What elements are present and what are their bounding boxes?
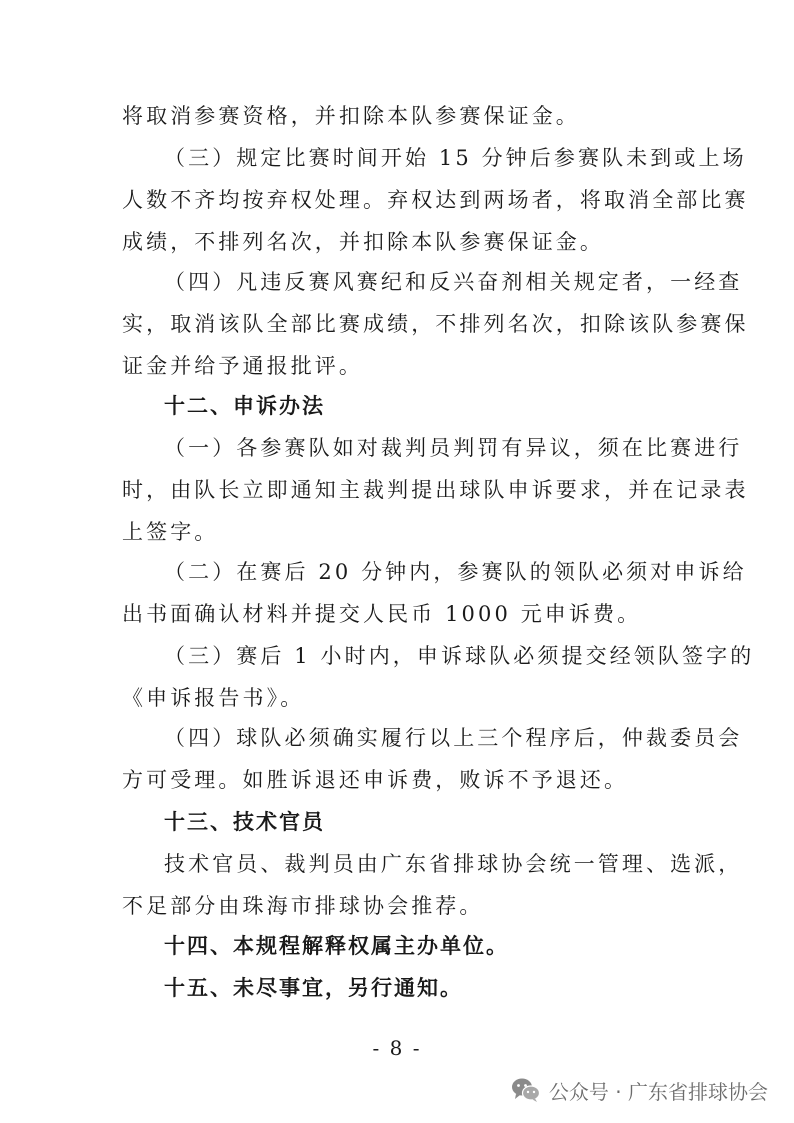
watermark-text: 公众号 · 广东省排球协会	[548, 1079, 768, 1104]
paragraph-line: （四）球队必须确实履行以上三个程序后，仲裁委员会	[164, 726, 743, 750]
section-heading: 十四、本规程解释权属主办单位。	[164, 934, 509, 958]
paragraph-line: 将取消参赛资格，并扣除本队参赛保证金。	[122, 104, 580, 128]
paragraph-line: 成绩，不排列名次，并扣除本队参赛保证金。	[122, 230, 604, 254]
paragraph-line: 方可受理。如胜诉退还申诉费，败诉不予退还。	[122, 768, 629, 792]
paragraph-line: 实，取消该队全部比赛成绩，不排列名次，扣除该队参赛保	[122, 312, 749, 336]
paragraph-line: 出书面确认材料并提交人民币 1000 元申诉费。	[122, 602, 642, 626]
paragraph-line: （四）凡违反赛风赛纪和反兴奋剂相关规定者，一经查	[164, 270, 743, 294]
paragraph-line: 不足部分由珠海市排球协会推荐。	[122, 894, 484, 918]
paragraph-line: （一）各参赛队如对裁判员判罚有异议，须在比赛进行	[164, 436, 743, 460]
paragraph-line: （三）赛后 1 小时内，申诉球队必须提交经领队签字的	[164, 644, 755, 668]
section-heading: 十二、申诉办法	[164, 394, 325, 418]
paragraph-line: （三）规定比赛时间开始 15 分钟后参赛队未到或上场	[164, 146, 747, 170]
paragraph-line: 时，由队长立即通知主裁判提出球队申诉要求，并在记录表	[122, 478, 749, 502]
section-heading: 十三、技术官员	[164, 810, 325, 834]
paragraph-line: 技术官员、裁判员由广东省排球协会统一管理、选派，	[164, 852, 743, 876]
paragraph-line: （二）在赛后 20 分钟内，参赛队的领队必须对申诉给	[164, 560, 747, 584]
watermark[interactable]	[511, 1073, 768, 1107]
paragraph-line: 上签字。	[122, 520, 219, 544]
paragraph-line: 《申诉报告书》。	[122, 686, 305, 710]
section-heading: 十五、未尽事宜，另行通知。	[164, 976, 463, 1000]
page-number: - 8 -	[372, 1036, 422, 1060]
wechat-icon	[511, 1077, 541, 1103]
paragraph-line: 人数不齐均按弃权处理。弃权达到两场者，将取消全部比赛	[122, 188, 749, 212]
paragraph-line: 证金并给予通报批评。	[122, 354, 363, 378]
